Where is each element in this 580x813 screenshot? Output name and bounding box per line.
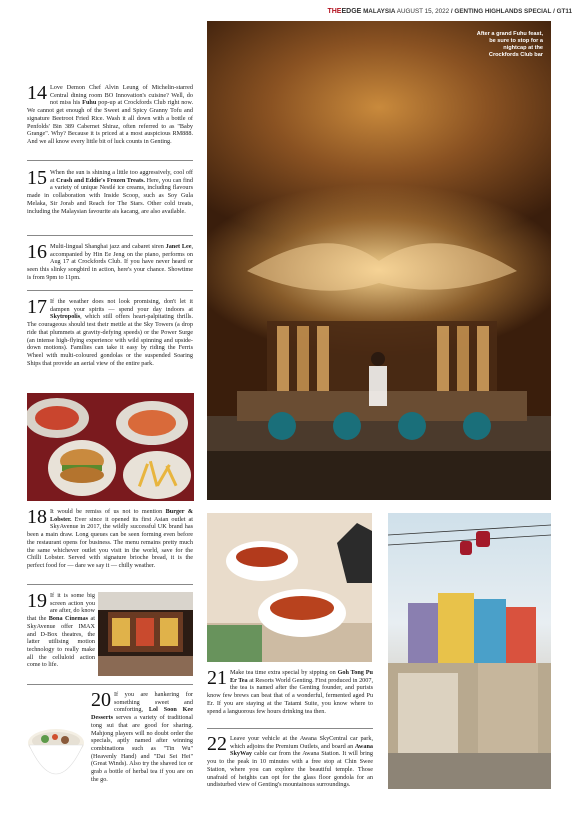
item-17: 17 If the weather does not look promising, don't let it dampen your spirits — spend your day indoors at Skytropolis, which still offers heart-palpitating thrills. The courageous should test their mettle at the Sky Towers (a drop ride that plummets at gravity-defying speeds) or the Power Surge (an intense high-flying experience with wild spinning and upside-down motions). Families can take it easy by riding the Ferris Wheel with multi-coloured gondolas or the suspended Soaring Ships that provide an aerial view of the entire park. [27, 296, 193, 367]
item-number: 20 [91, 689, 111, 711]
item-number: 16 [27, 241, 47, 263]
tea-scene [207, 513, 372, 662]
item-20: 20 If you are hankering for something sweet and comforting, Lol Soon Kee Desserts serves a variety of traditional tong sui that are good for sharing. Mahjong players will no doubt order the specials, aptly named after winning combinations such as "Tin Wu" (Heavenly Hand) and "Dai Sei Hei" (Great Winds). Also try the shaved ice or grab a bottle of herbal tea if you are on the go. [27, 691, 193, 813]
photo-caption: After a grand Fuhu feast, be sure to stop for a nightcap at the Crockfords Club bar [476, 31, 543, 58]
item-number: 15 [27, 167, 47, 189]
venue-name: Fuhu [82, 99, 97, 107]
page-number: GT11 [556, 8, 572, 15]
item-21: 21 Make tea time extra special by sipping on Goh Tong Pu Er Tea at Resorts World Genting. First produced in 2007, the tea is named after the Genting founder, and purists know few brews can beat that of a wonderful, fermented aged Pu Er. If you are staying at the Tatami Suite, you know where to spend a languorous few hours drinking tea then. [207, 667, 373, 715]
bar-scene [207, 21, 551, 500]
item-number: 18 [27, 506, 47, 528]
bona-cinemas-photo [98, 592, 193, 676]
tea-photo [207, 513, 372, 662]
divider [27, 684, 193, 685]
divider [27, 160, 193, 161]
venue-name: Skytropolis [50, 313, 81, 321]
divider [207, 728, 373, 729]
venue-name: Janet Lee [165, 243, 192, 250]
item-number: 14 [27, 82, 47, 104]
venue-name: Burger & Lobster. [50, 508, 193, 523]
brand-the: THE [327, 8, 342, 15]
dessert-bowl [23, 713, 89, 805]
venue-name: Bona Cinemas [48, 615, 89, 623]
divider [27, 584, 193, 585]
item-number: 19 [27, 590, 47, 612]
brand-region: MALAYSIA [363, 8, 396, 15]
page-header: THEEDGE MALAYSIA AUGUST 15, 2022 / GENTING HIGHLANDS SPECIAL / GT11 [327, 8, 572, 15]
cinema-scene [98, 592, 193, 676]
burger-lobster-scene [27, 393, 194, 501]
venue-name: Awana SkyWay [230, 742, 373, 758]
venue-name: Goh Tong Pu Er Tea [230, 669, 373, 684]
item-16: 16 Multi-lingual Shanghai jazz and cabaret siren Janet Lee, accompanied by Hin Ee Jeng on the piano, performs on Aug 17 at Crockfords Club. If you have never heard or seen this slinky songbird in action, here's your chance. Showtime is from 9pm to 11pm. [27, 241, 193, 281]
issue-date: AUGUST 15, 2022 [396, 8, 450, 15]
item-19: 19 If it is some big screen action you are after, do know that the Bona Cinemas at SkyAvenue offer IMAX and D-Box theatres, the latter utilising motion technology to really make all the celluloid action come to life. [27, 590, 96, 669]
section-name: GENTING HIGHLANDS SPECIAL [454, 8, 552, 15]
item-22: 22 Leave your vehicle at the Awana SkyCentral car park, which adjoins the Premium Outlets, and board an Awana SkyWay cable car from the Awana Station. It will bring you to the peak in 10 minutes with a free stop at Chin Swee Station, where you can explore the beautiful temple. Those unafraid of heights can opt for the glass floor gondola for an undisturbed view of Genting's mountainous surroundings. [207, 733, 373, 789]
dessert-photo [23, 713, 89, 813]
item-number: 17 [27, 296, 47, 318]
item-14: 14 Love Demon Chef Alvin Leung of Michelin-starred Central dining room BO Innovation's cuisine? Well, do not miss his Fuhu pop-up at Crockfords Club right now. We cannot get enough of the Sweet and Spicy Granny Tofu and signature Beetroot Fried Rice. Wash it all down with a bottle of Penfolds' Bin 389 Cabernet Shiraz, often referred to as "Baby Grange". Why? Because it is priced at a most auspicious RM888. And we all know every little bit of luck counts in Genting. [27, 82, 193, 145]
brand-edge: EDGE [341, 8, 362, 15]
cable-car-photo [388, 513, 551, 789]
venue-name: Crash and Eddie's Frozen Treats. [56, 176, 145, 184]
burger-lobster-photo [27, 393, 194, 501]
item-number: 22 [207, 733, 227, 755]
cable-car-scene [388, 513, 551, 789]
item-18: 18 It would be remiss of us not to mention Burger & Lobster. Ever since it opened its first Asian outlet at SkyAvenue in 2017, the wildly successful UK brand has been a main draw. Long queues can be seen forming even before the restaurant opens for business. The menu remains pretty much the same whichever outlet you visit in the world, save for the Chilli Lobster. Served with signature brioche bread, it is the perfect food for — dare we say it — chilly weather. [27, 506, 193, 569]
divider [27, 290, 193, 291]
item-15: 15 When the sun is shining a little too aggressively, cool off at Crash and Eddie's Frozen Treats. Here, you can find a variety of unique Nestlé ice creams, including flavours made in collaboration with Inside Scoop, such as Soy Gula Melaka, Sir Jorab and Reach for The Stars. Other cold treats, including the Malaysian favourite ais kacang, are also available. [27, 167, 193, 215]
venue-name: Lol Soon Kee Desserts [91, 706, 193, 722]
crockfords-bar-photo [207, 21, 551, 500]
item-number: 21 [207, 667, 227, 689]
divider [27, 235, 193, 236]
